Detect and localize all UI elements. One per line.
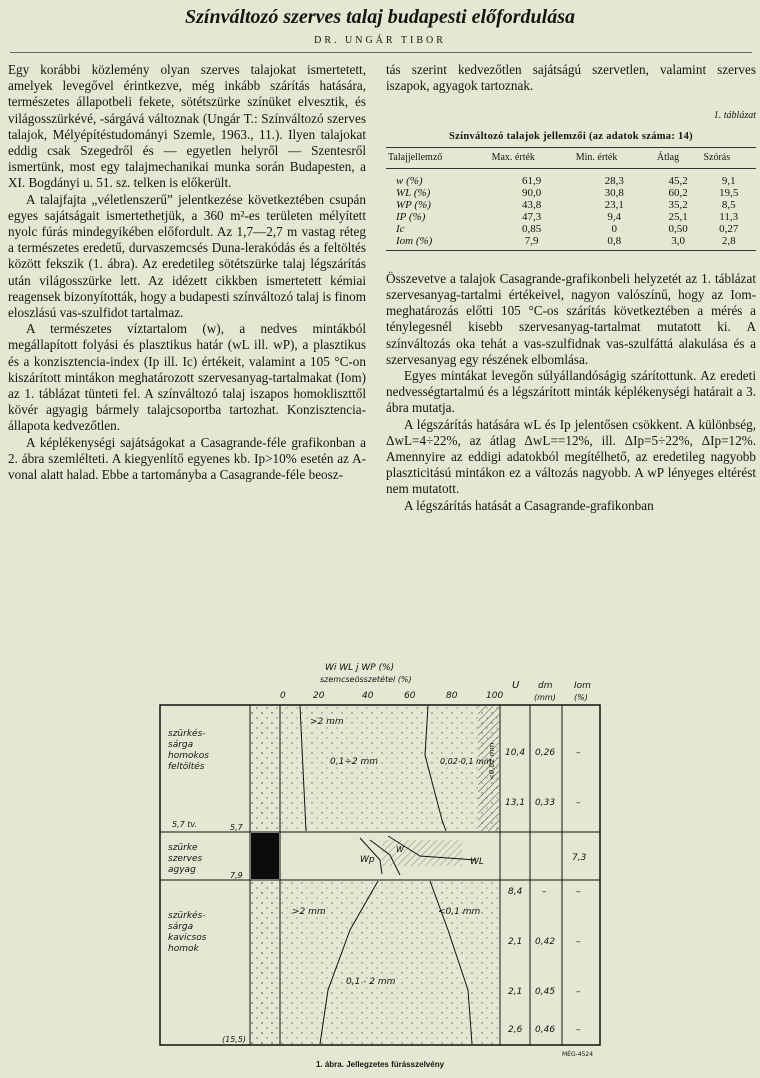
iom-value: – [576, 748, 581, 758]
table-cell: 0,8 [574, 235, 655, 251]
table-cell: 23,1 [604, 198, 624, 211]
u-value: 13,1 [505, 798, 526, 808]
paragraph: A légszárítás hatását a Casagrande-grafikonban [404, 497, 654, 513]
table-cell: 90,0 [522, 186, 542, 199]
dm-value: 0,26 [535, 748, 556, 758]
dm-value: 0,46 [535, 1025, 556, 1035]
layer-desc: szürkés-sárga homokos feltöltés [168, 729, 209, 772]
paragraph: A légszárítás hatására wL és Ip jelentősen csökkent. A különbség, ΔwL=4÷22%, az átlag ΔwL==12%, ill. ΔIp=5÷22%, ΔIp=12%. Amennyire az eddigi adatokból megítélhető, az eredetileg nagyobb plaszticitású mintákon ez a változás nagyobb. A wP lényeges eltérést nem mutatott. [386, 416, 756, 497]
dm-value: 0,42 [535, 937, 556, 947]
table-cell: 7,9 [490, 235, 574, 251]
fig-header-1: Wi WL j WP (%) [325, 663, 395, 673]
depth-label: 7,9 [230, 871, 243, 880]
table-cell: 0,50 [668, 222, 688, 235]
col-u-header: U [512, 680, 520, 691]
iom-value: – [576, 987, 581, 997]
layer-desc: szürkés-sárga kavicsos homok [168, 911, 207, 954]
table-header: Átlag [655, 148, 702, 169]
label-002-01mm: 0,02-0,1 mm [440, 757, 492, 766]
fig-header-2: szemcseösszetétel (%) [320, 675, 412, 684]
u-value: 2,1 [508, 937, 523, 947]
table-cell: WL (%) [396, 186, 431, 199]
label-wp: Wp [360, 855, 375, 865]
table-cell: 3,0 [655, 235, 702, 251]
table-cell: 9,1 [721, 174, 736, 187]
table-header-row [386, 148, 756, 169]
table-cell: 47,3 [522, 210, 542, 223]
title-rule [10, 52, 752, 53]
table-cell: 61,9 [522, 174, 542, 187]
label-gt2mm-2: >2 mm [292, 907, 326, 917]
iom-value: – [576, 887, 581, 897]
table-cell: 43,8 [522, 198, 542, 211]
table-cell: 45,2 [668, 174, 688, 187]
table-cell: IP (%) [396, 210, 426, 223]
table-cell: 60,2 [668, 186, 688, 199]
depth-label: 5,7 [230, 823, 243, 832]
article-title: Színváltozó szerves talaj budapesti előfordulása [184, 6, 576, 28]
table-cell: 25,1 [668, 210, 688, 223]
layer-desc: szürke szerves agyag [168, 843, 203, 875]
x-tick: 80 [446, 691, 458, 701]
data-table [386, 148, 756, 251]
u-value: 8,4 [508, 887, 523, 897]
table-title: Színváltozó talajok jellemzői (az adatok száma: 14) [386, 129, 756, 148]
u-value: 2,6 [508, 1025, 523, 1035]
col-iom-header: Iom [574, 681, 591, 691]
table-header: Szórás [701, 148, 756, 169]
table-cell: 19,5 [719, 186, 739, 199]
table-cell: Iom (%) [386, 235, 490, 251]
table-cell: Ic [396, 222, 405, 235]
table-cell: w (%) [396, 174, 423, 187]
paragraph: tás szerint kedvezőtlen sajátságú szervetlen, valamint szerves iszapok, agyagok tartoznak. [386, 62, 756, 94]
stamp: MÉG-4524 [562, 1051, 594, 1058]
table-header: Min. érték [574, 148, 655, 169]
col-dm-unit: (mm) [534, 693, 556, 702]
table-cell: 0,27 [719, 222, 739, 235]
table-cell: 0,85 [522, 222, 542, 235]
x-tick: 0 [280, 691, 286, 701]
table-cell: WP (%) [396, 198, 431, 211]
col-dm-header: dm [538, 681, 553, 691]
paragraph: A talajfajta „véletlenszerű” jelentkezése következtében csupán egyes sajátságait ismertethetjük, a 360 m²-es területen mélyített nyolc fúrás mindegyikében előfordult. Az 1,7—2,7 m vastag réteg a természetes eredetű, durvaszemcsés Duna-lerakódás és a feltöltés között fekszik (1. ábra). Az eredetileg sötétszürke talaj légszárítás után világosszürke lett. Az idézett cikkben ismertetett kémiai reagensek bizonyították, hogy a budapesti színváltozó talaj is finom eloszlású vas-szulfidot tartalmaz. [8, 191, 366, 321]
table-cell: 9,4 [607, 210, 622, 223]
water-level: 5,7 tv. [172, 820, 198, 829]
table-row [386, 211, 756, 223]
x-tick: 20 [313, 691, 325, 701]
paragraph: Összevetve a talajok Casagrande-grafikonbeli helyzetét az 1. táblázat szervesanyag-tartalmi értékeivel, nagyon valószínű, hogy az Iom-meghatározás előtti 105 °C-os szárítás következtében a mérés a ténylegesnél kisebb szervesanyag-tartalmat mutatott ki. A színváltozás oka tehát a vas-szulfidnak vas-szulfáttá alakulása és a szervesanyag egy részének elbomlása. [386, 270, 756, 367]
iom-value: 7,3 [572, 853, 587, 863]
table-row [386, 187, 756, 199]
table-row [386, 223, 756, 235]
table-cell: 8,5 [721, 198, 736, 211]
table-cell: 0 [611, 222, 618, 235]
col-iom-unit: (%) [574, 693, 588, 702]
x-tick: 100 [486, 691, 504, 701]
label-w: W [396, 845, 404, 854]
label-01-2mm: 0,1÷2 mm [330, 757, 378, 767]
dm-value: – [542, 887, 547, 897]
paragraph: Egy korábbi közlemény olyan szerves talajokat ismertetett, amelyek levegővel érintkezve, még inkább szárítás hatására, természetes állapotbeli fekete, sötétszürke színüket elvesztik, és világosszürkévé, -sárgává változnak (Ungár T.: Színváltozó szerves talajok, Mélyépítéstudományi Szemle, 1963., 11.). Ilyen talajokat eddig csak Szegedről és — egyetlen helyről — Szentesről ismertünk, most egy talajmechanikai munka során Budapesten, a XI. Bogdányi u. 51. sz. telken is előkerült. [8, 62, 366, 191]
table-label: 1. táblázat [713, 110, 756, 122]
table-cell: 30,8 [604, 186, 624, 199]
depth-label: (15,5) [222, 1035, 247, 1044]
iom-value: – [576, 798, 581, 808]
label-wl: WL [470, 857, 484, 867]
table-cell: 2,8 [701, 235, 756, 251]
iom-value: – [576, 937, 581, 947]
dm-value: 0,33 [535, 798, 556, 808]
figure-caption: 1. ábra. Jellegzetes fúrásszelvény [315, 1060, 445, 1069]
left-column [8, 62, 366, 483]
boring-profile-figure [150, 660, 610, 1060]
table-row [386, 199, 756, 211]
label-lt002mm: <0,02 mm [488, 742, 496, 780]
dm-value: 0,45 [535, 987, 556, 997]
author: DR. UNGÁR TIBOR [314, 35, 446, 46]
x-tick: 40 [362, 691, 374, 701]
u-value: 10,4 [505, 748, 526, 758]
table-cell: 35,2 [668, 198, 688, 211]
u-value: 2,1 [508, 987, 523, 997]
table-row [386, 168, 756, 187]
label-lt01mm: <0,1 mm [438, 907, 481, 917]
table-header: Max. érték [490, 148, 574, 169]
paragraph: Egyes mintákat levegőn súlyállandóságig szárítottunk. Az eredeti nedvességtartalmú és a légszárított minták képlékenységi határait a 3. ábra mutatja. [386, 368, 756, 416]
table-header: Talajjellemző [386, 148, 490, 169]
iom-value: – [576, 1025, 581, 1035]
x-tick: 60 [404, 691, 416, 701]
right-column [386, 62, 756, 514]
paragraph: A képlékenységi sajátságokat a Casagrande-féle grafikonban a 2. ábra szemlélteti. A kiegyenlítő egyenes kb. Ip>10% esetén az A-vonal alatt halad. Ebbe a tartományba a Casagrande-féle beosz- [8, 434, 366, 483]
table-row [386, 235, 756, 251]
paragraph: A természetes víztartalom (w), a nedves mintákból megállapított folyási és plasztikus határ (wL ill. wP), a plasztikus és a konzisztencia-index (Ip ill. Ic) értékeit, valamint a 105 °C-on kiszárított mintákon meghatározott szervesanyag-tartalmakat (Iom) az 1. táblázat tünteti fel. A színváltozó talaj iszapos homokliszttől kövér agyagig bármely talajcsoportba tartozhat. Konzisztencia-állapota kedvezőtlen. [8, 321, 366, 434]
label-01-2mm-2: 0,1 - 2 mm [346, 977, 396, 987]
table-cell: 28,3 [604, 174, 624, 187]
table-cell: 11,3 [719, 210, 739, 223]
label-gt2mm: >2 mm [310, 717, 344, 727]
